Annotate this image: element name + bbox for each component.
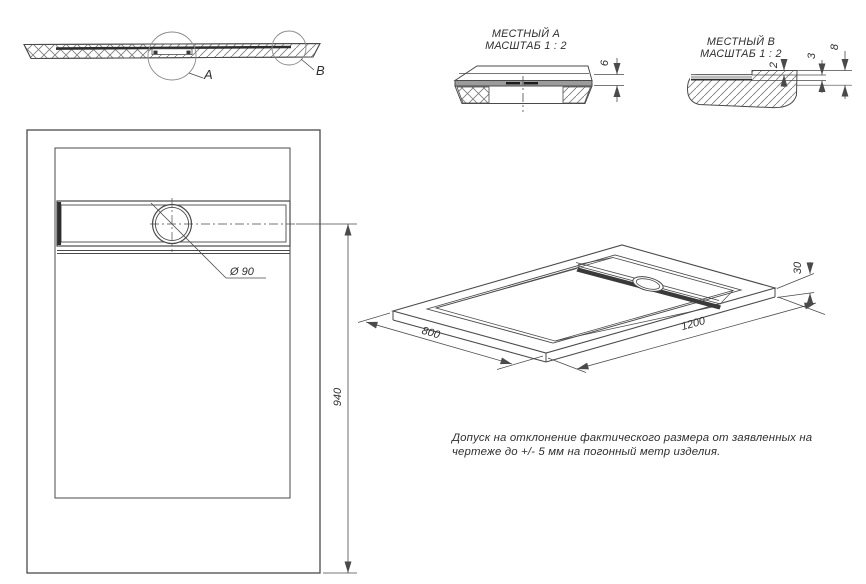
detail-b-dim-8: 8 bbox=[829, 43, 841, 51]
iso-view bbox=[358, 245, 825, 373]
tray-outer-edge bbox=[27, 130, 320, 573]
section-view bbox=[24, 31, 320, 80]
tolerance-note-line1: Допуск на отклонение фактического размера от заявленных на bbox=[452, 432, 813, 444]
tolerance-note-line2: чертеже до +/- 5 мм на погонный метр изделия. bbox=[452, 446, 721, 458]
detail-b-callout-label: B bbox=[316, 63, 325, 78]
iso-dim-1200: 1200 bbox=[679, 315, 707, 334]
drain-diameter-label: Ø 90 bbox=[230, 266, 254, 278]
detail-a-scale: МАСШТАБ 1 : 2 bbox=[485, 40, 567, 52]
detail-a-callout-label: A bbox=[204, 67, 213, 82]
iso-dim-800: 800 bbox=[420, 324, 442, 342]
detail-a-dim-6: 6 bbox=[599, 59, 611, 67]
detail-b-dim-2: 2 bbox=[768, 61, 780, 69]
detail-b-dim-3: 3 bbox=[806, 52, 818, 60]
plan-dim-940: 940 bbox=[332, 387, 344, 407]
detail-a-title: МЕСТНЫЙ А bbox=[491, 28, 561, 40]
detail-b-scale: МАСШТАБ 1 : 2 bbox=[700, 48, 782, 60]
detail-b-title: МЕСТНЫЙ В bbox=[706, 36, 776, 48]
drain-cover-section bbox=[152, 49, 192, 55]
plan-view bbox=[27, 130, 357, 573]
iso-dim-30: 30 bbox=[792, 261, 804, 275]
